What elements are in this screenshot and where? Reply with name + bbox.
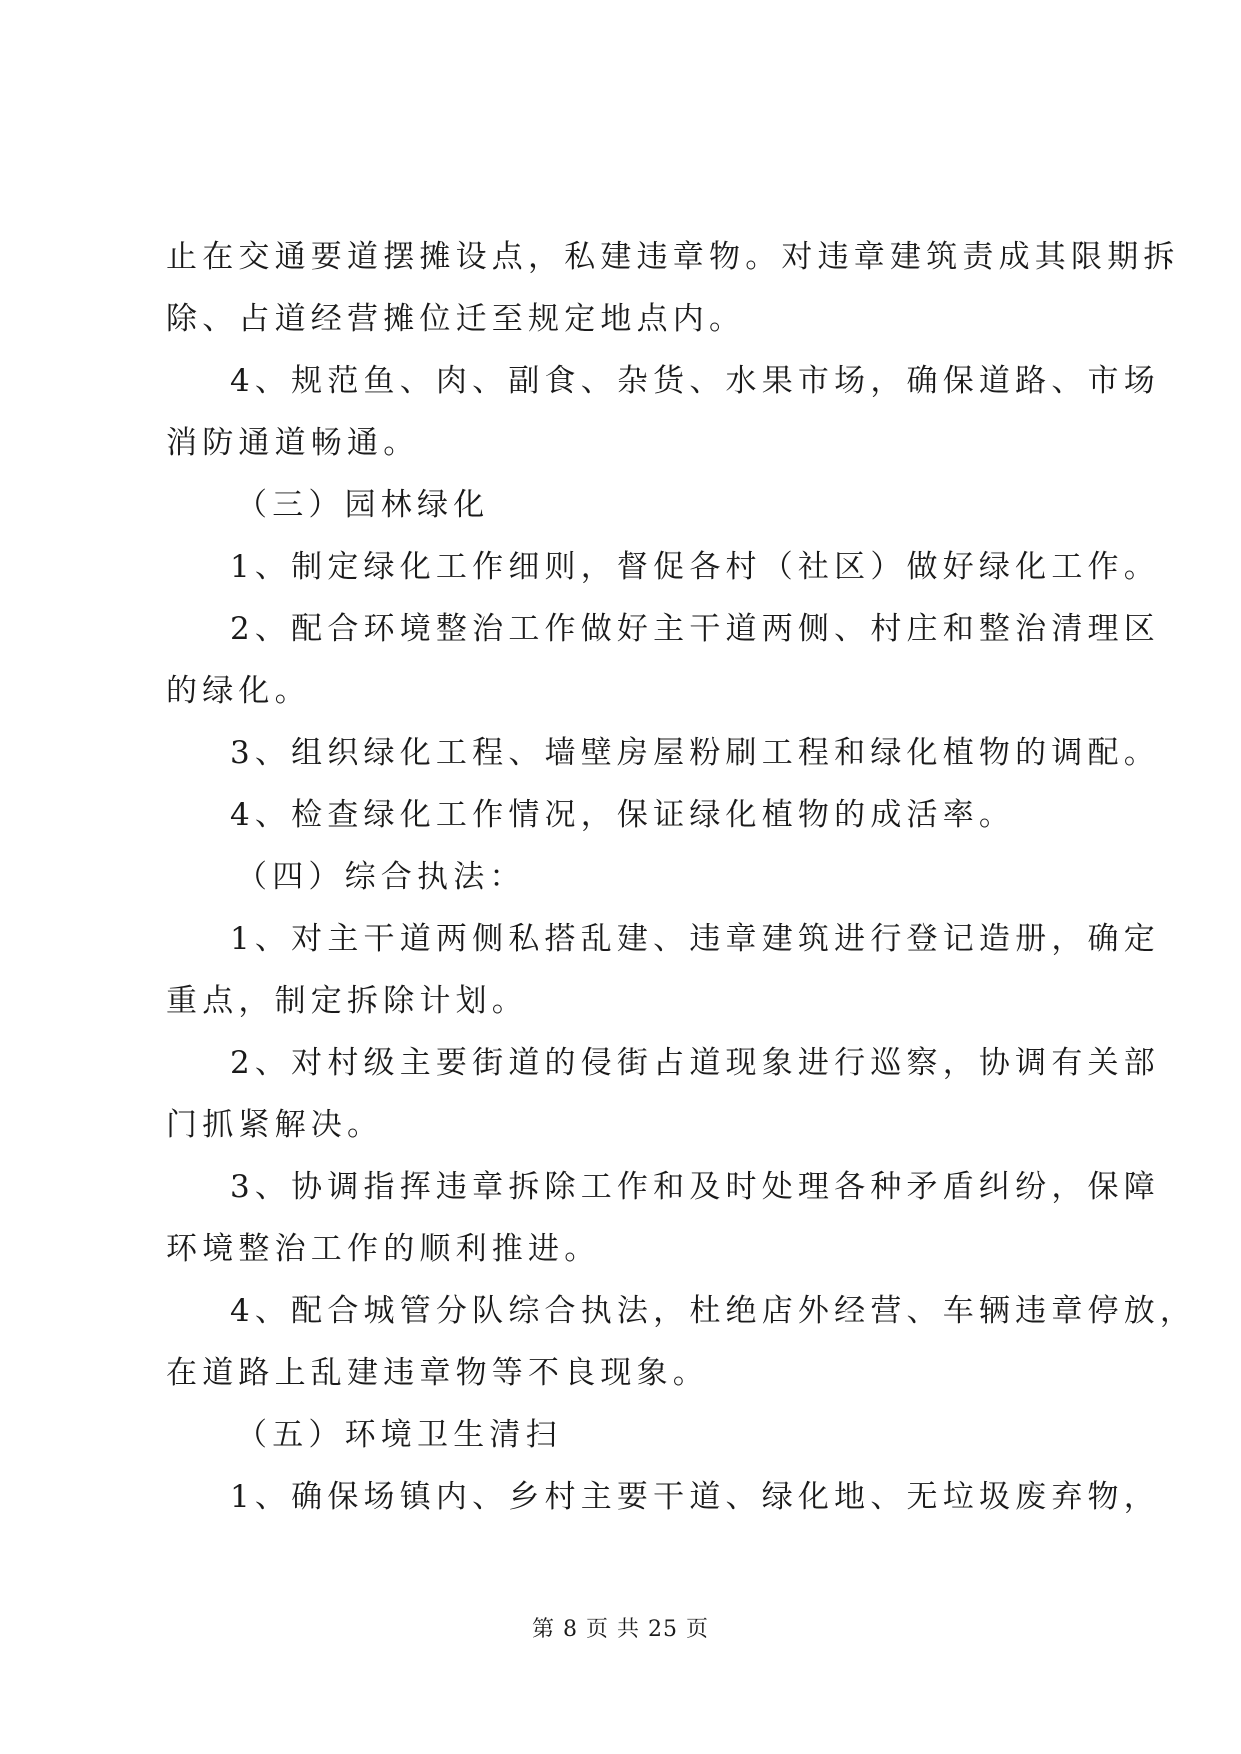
list-item: 3、协调指挥违章拆除工作和及时处理各种矛盾纠纷，保障: [230, 1169, 1160, 1205]
list-item: 3、组织绿化工程、墙壁房屋粉刷工程和绿化植物的调配。: [230, 735, 1160, 771]
list-item: 1、确保场镇内、乡村主要干道、绿化地、无垃圾废弃物，: [230, 1479, 1160, 1515]
text-line: 在道路上乱建违章物等不良现象。: [166, 1355, 709, 1391]
text-line: 门抓紧解决。: [166, 1107, 384, 1143]
page-number-footer: 第 8 页 共 25 页: [532, 1617, 709, 1642]
list-item: 4、检查绿化工作情况，保证绿化植物的成活率。: [230, 797, 1016, 833]
list-item: 4、配合城管分队综合执法，杜绝店外经营、车辆违章停放，: [230, 1293, 1197, 1329]
text-line: 环境整治工作的顺利推进。: [166, 1231, 601, 1267]
text-line: 止在交通要道摆摊设点，私建违章物。对违章建筑责成其限期拆: [166, 239, 1180, 275]
text-line: 除、占道经营摊位迁至规定地点内。: [166, 301, 746, 337]
body-text: [166, 226, 1197, 1528]
section-heading: （三）园林绿化: [236, 487, 490, 523]
list-item: 1、制定绿化工作细则，督促各村（社区）做好绿化工作。: [230, 549, 1160, 585]
list-item: 2、对村级主要街道的侵街占道现象进行巡察，协调有关部: [230, 1045, 1160, 1081]
list-item: 2、配合环境整治工作做好主干道两侧、村庄和整治清理区: [230, 611, 1160, 647]
section-heading: （四）综合执法：: [236, 859, 526, 895]
text-line: 重点，制定拆除计划。: [166, 983, 528, 1019]
list-item: 1、对主干道两侧私搭乱建、违章建筑进行登记造册，确定: [230, 921, 1160, 957]
list-item: 4、规范鱼、肉、副食、杂货、水果市场，确保道路、市场: [230, 363, 1160, 399]
section-heading: （五）环境卫生清扫: [236, 1417, 562, 1453]
text-line: 的绿化。: [166, 673, 311, 709]
text-line: 消防通道畅通。: [166, 425, 420, 461]
